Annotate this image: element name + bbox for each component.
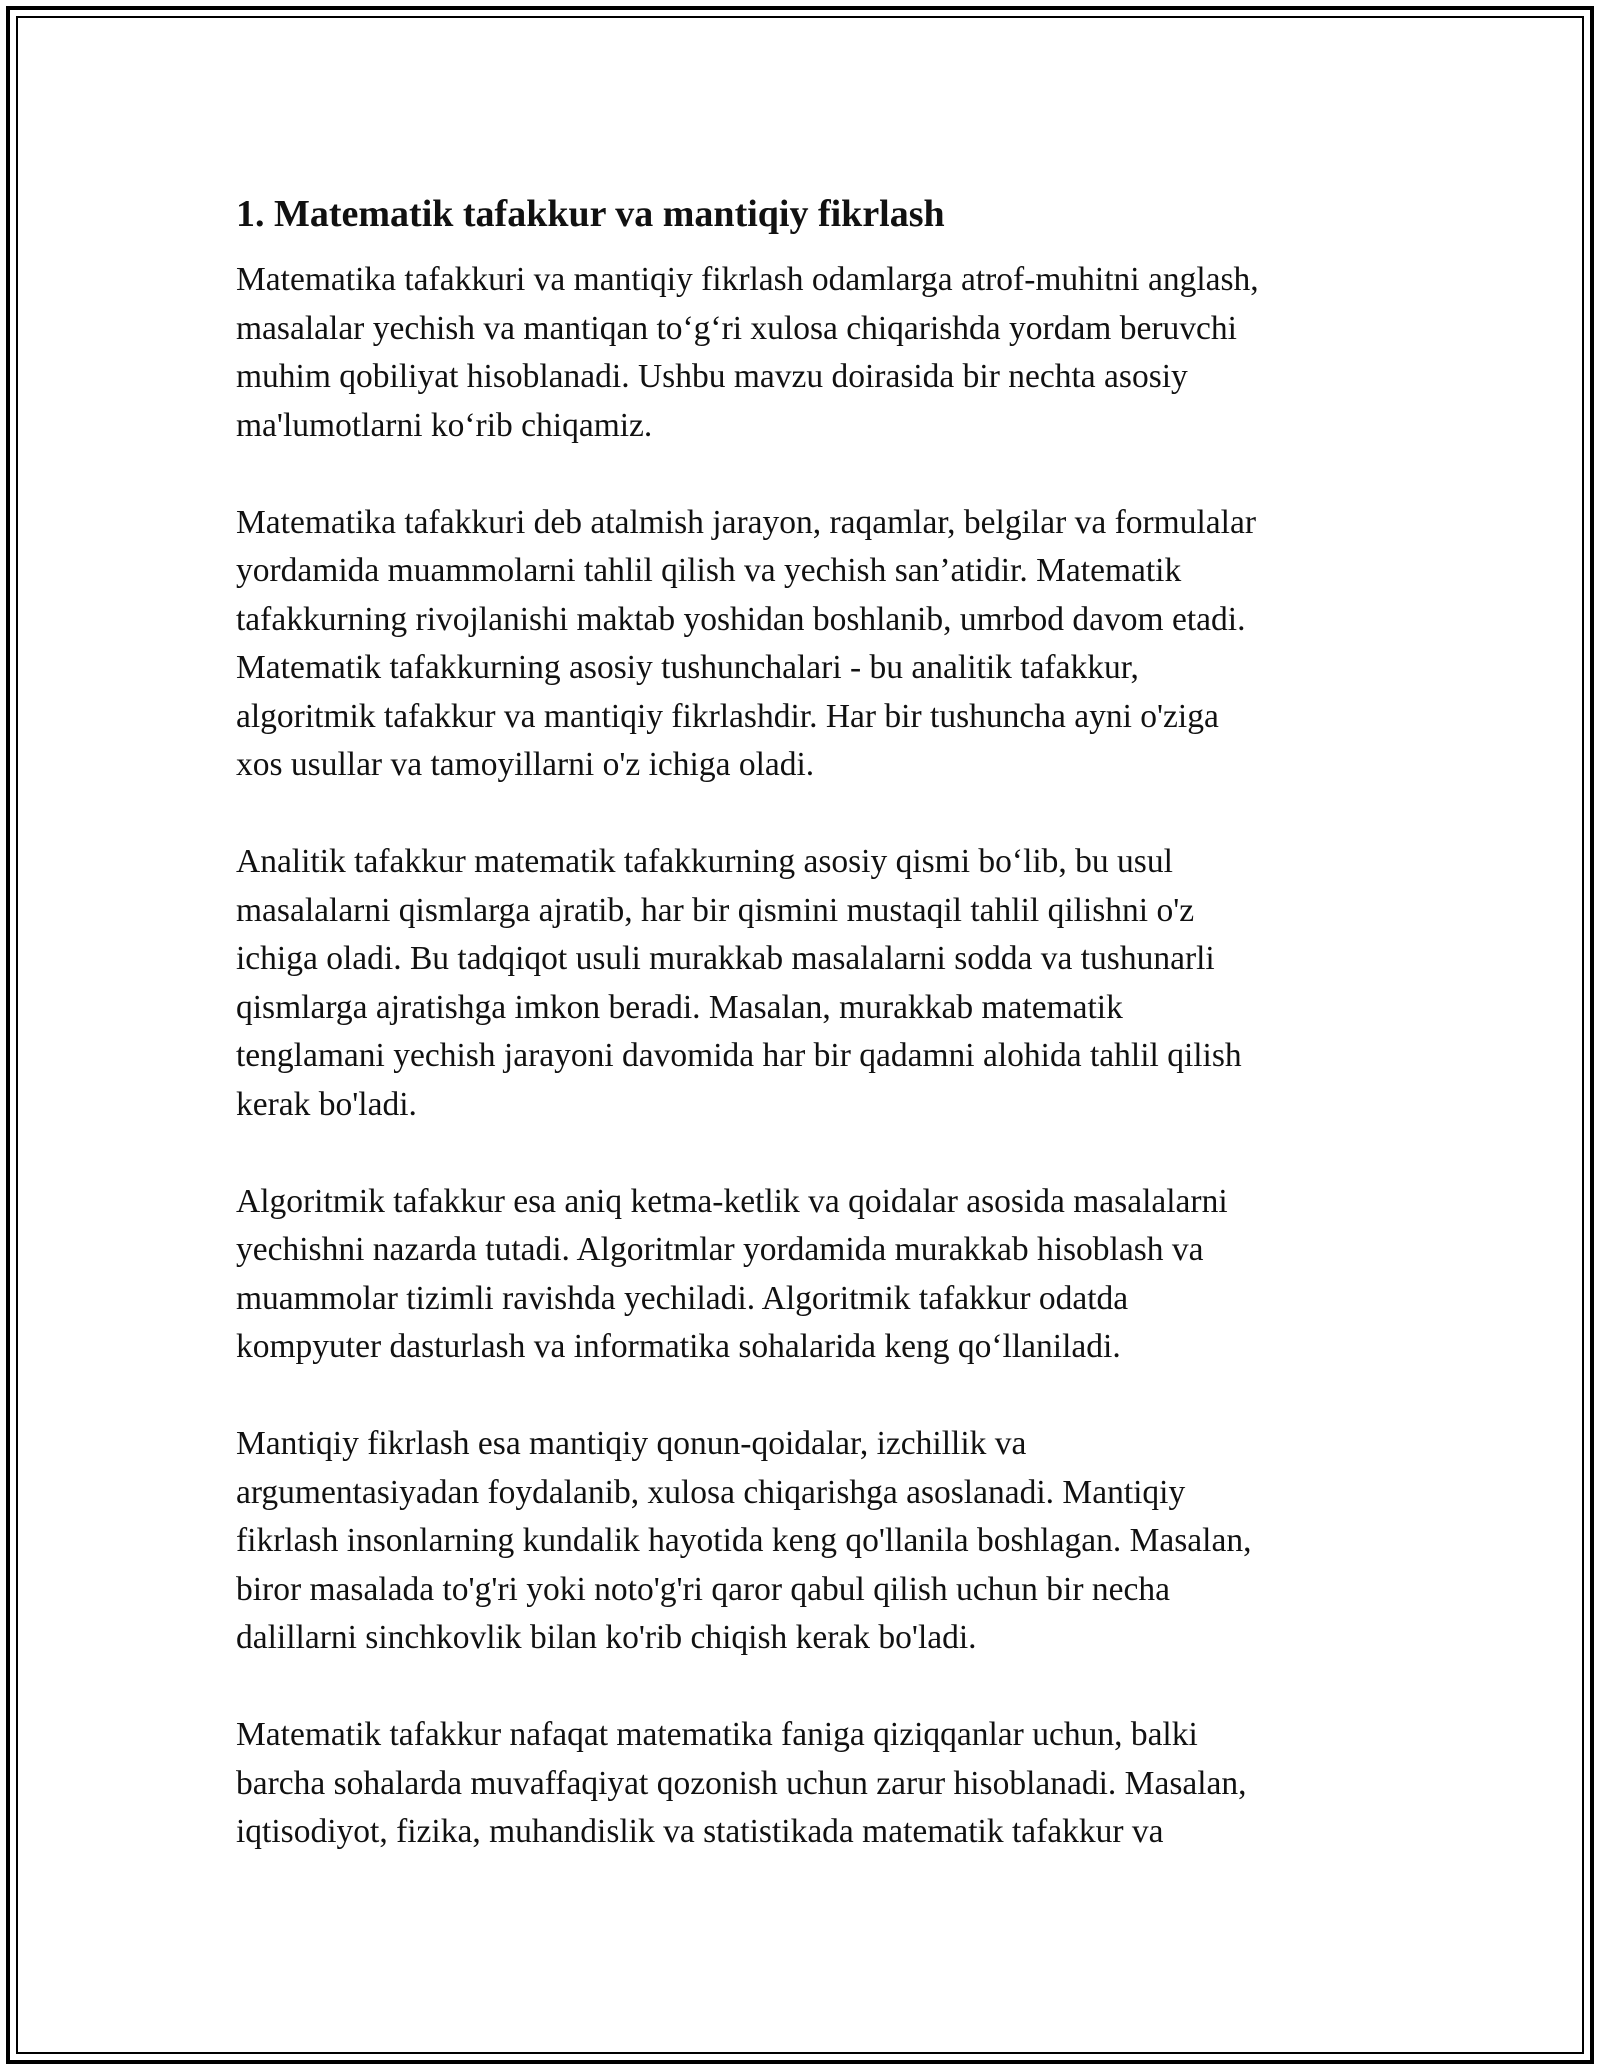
text-line: tenglamani yechish jarayoni davomida har bir qadamni alohida tahlil qilish — [236, 1037, 1242, 1074]
text-line: qismlarga ajratishga imkon beradi. Masalan, murakkab matematik — [236, 988, 1123, 1026]
paragraph-math-thinking — [236, 499, 1376, 790]
text-line: biror masalada to'g'ri yoki noto'g'ri qaror qabul qilish uchun bir necha — [236, 1570, 1170, 1608]
document-body — [236, 186, 1376, 1905]
text-line: kerak bo'ladi. — [236, 1085, 417, 1123]
text-line: algoritmik tafakkur va mantiqiy fikrlashdir. Har bir tushuncha ayni o'ziga — [236, 697, 1219, 735]
text-line: Algoritmik tafakkur esa aniq ketma-ketlik va qoidalar asosida masalalarni — [236, 1182, 1228, 1220]
text-line: barcha sohalarda muvaffaqiyat qozonish uchun zarur hisoblanadi. Masalan, — [236, 1764, 1247, 1802]
text-line: tafakkurning rivojlanishi maktab yoshidan boshlanib, umrbod davom etadi. — [236, 600, 1246, 638]
text-line: Matematik tafakkurning asosiy tushunchalari - bu analitik tafakkur, — [236, 649, 1139, 686]
text-line: Analitik tafakkur matematik tafakkurning asosiy qismi bo‘lib, bu usul — [236, 843, 1173, 880]
paragraph-importance — [236, 1711, 1376, 1857]
paragraph-intro — [236, 256, 1376, 450]
text-line: muhim qobiliyat hisoblanadi. Ushbu mavzu doirasida bir nechta asosiy — [236, 358, 1188, 395]
text-line: ichiga oladi. Bu tadqiqot usuli murakkab masalalarni sodda va tushunarli — [236, 940, 1215, 977]
text-line: dalillarni sinchkovlik bilan ko'rib chiqish kerak bo'ladi. — [236, 1619, 977, 1656]
section-heading: 1. Matematik tafakkur va mantiqiy fikrlash — [236, 193, 945, 235]
text-line: Matematika tafakkuri deb atalmish jarayon, raqamlar, belgilar va formulalar — [236, 503, 1256, 541]
paragraph-logical-thinking — [236, 1420, 1376, 1663]
text-line: Matematika tafakkuri va mantiqiy fikrlash odamlarga atrof-muhitni anglash, — [236, 261, 1259, 298]
text-line: masalalar yechish va mantiqan to‘g‘ri xulosa chiqarishda yordam beruvchi — [236, 309, 1237, 347]
text-line: fikrlash insonlarning kundalik hayotida keng qo'llanila boshlagan. Masalan, — [236, 1522, 1252, 1559]
text-line: Mantiqiy fikrlash esa mantiqiy qonun-qoidalar, izchillik va — [236, 1425, 1027, 1462]
text-line: iqtisodiyot, fizika, muhandislik va statistikada matematik tafakkur va — [236, 1813, 1164, 1850]
text-line: yordamida muammolarni tahlil qilish va yechish san’atidir. Matematik — [236, 552, 1182, 589]
text-line: Matematik tafakkur nafaqat matematika faniga qiziqqanlar uchun, balki — [236, 1716, 1198, 1753]
text-line: ma'lumotlarni ko‘rib chiqamiz. — [236, 406, 653, 444]
text-line: xos usullar va tamoyillarni o'z ichiga oladi. — [236, 746, 815, 783]
text-line: masalalarni qismlarga ajratib, har bir qismini mustaqil tahlil qilishni o'z — [236, 891, 1195, 929]
paragraph-algorithmic-thinking — [236, 1178, 1376, 1372]
text-line: muammolar tizimli ravishda yechiladi. Algoritmik tafakkur odatda — [236, 1279, 1129, 1317]
paragraph-analytic-thinking — [236, 838, 1376, 1129]
text-line: yechishni nazarda tutadi. Algoritmlar yordamida murakkab hisoblash va — [236, 1231, 1204, 1268]
text-line: kompyuter dasturlash va informatika sohalarida keng qo‘llaniladi. — [236, 1328, 1121, 1365]
text-line: argumentasiyadan foydalanib, xulosa chiqarishga asoslanadi. Mantiqiy — [236, 1473, 1186, 1511]
